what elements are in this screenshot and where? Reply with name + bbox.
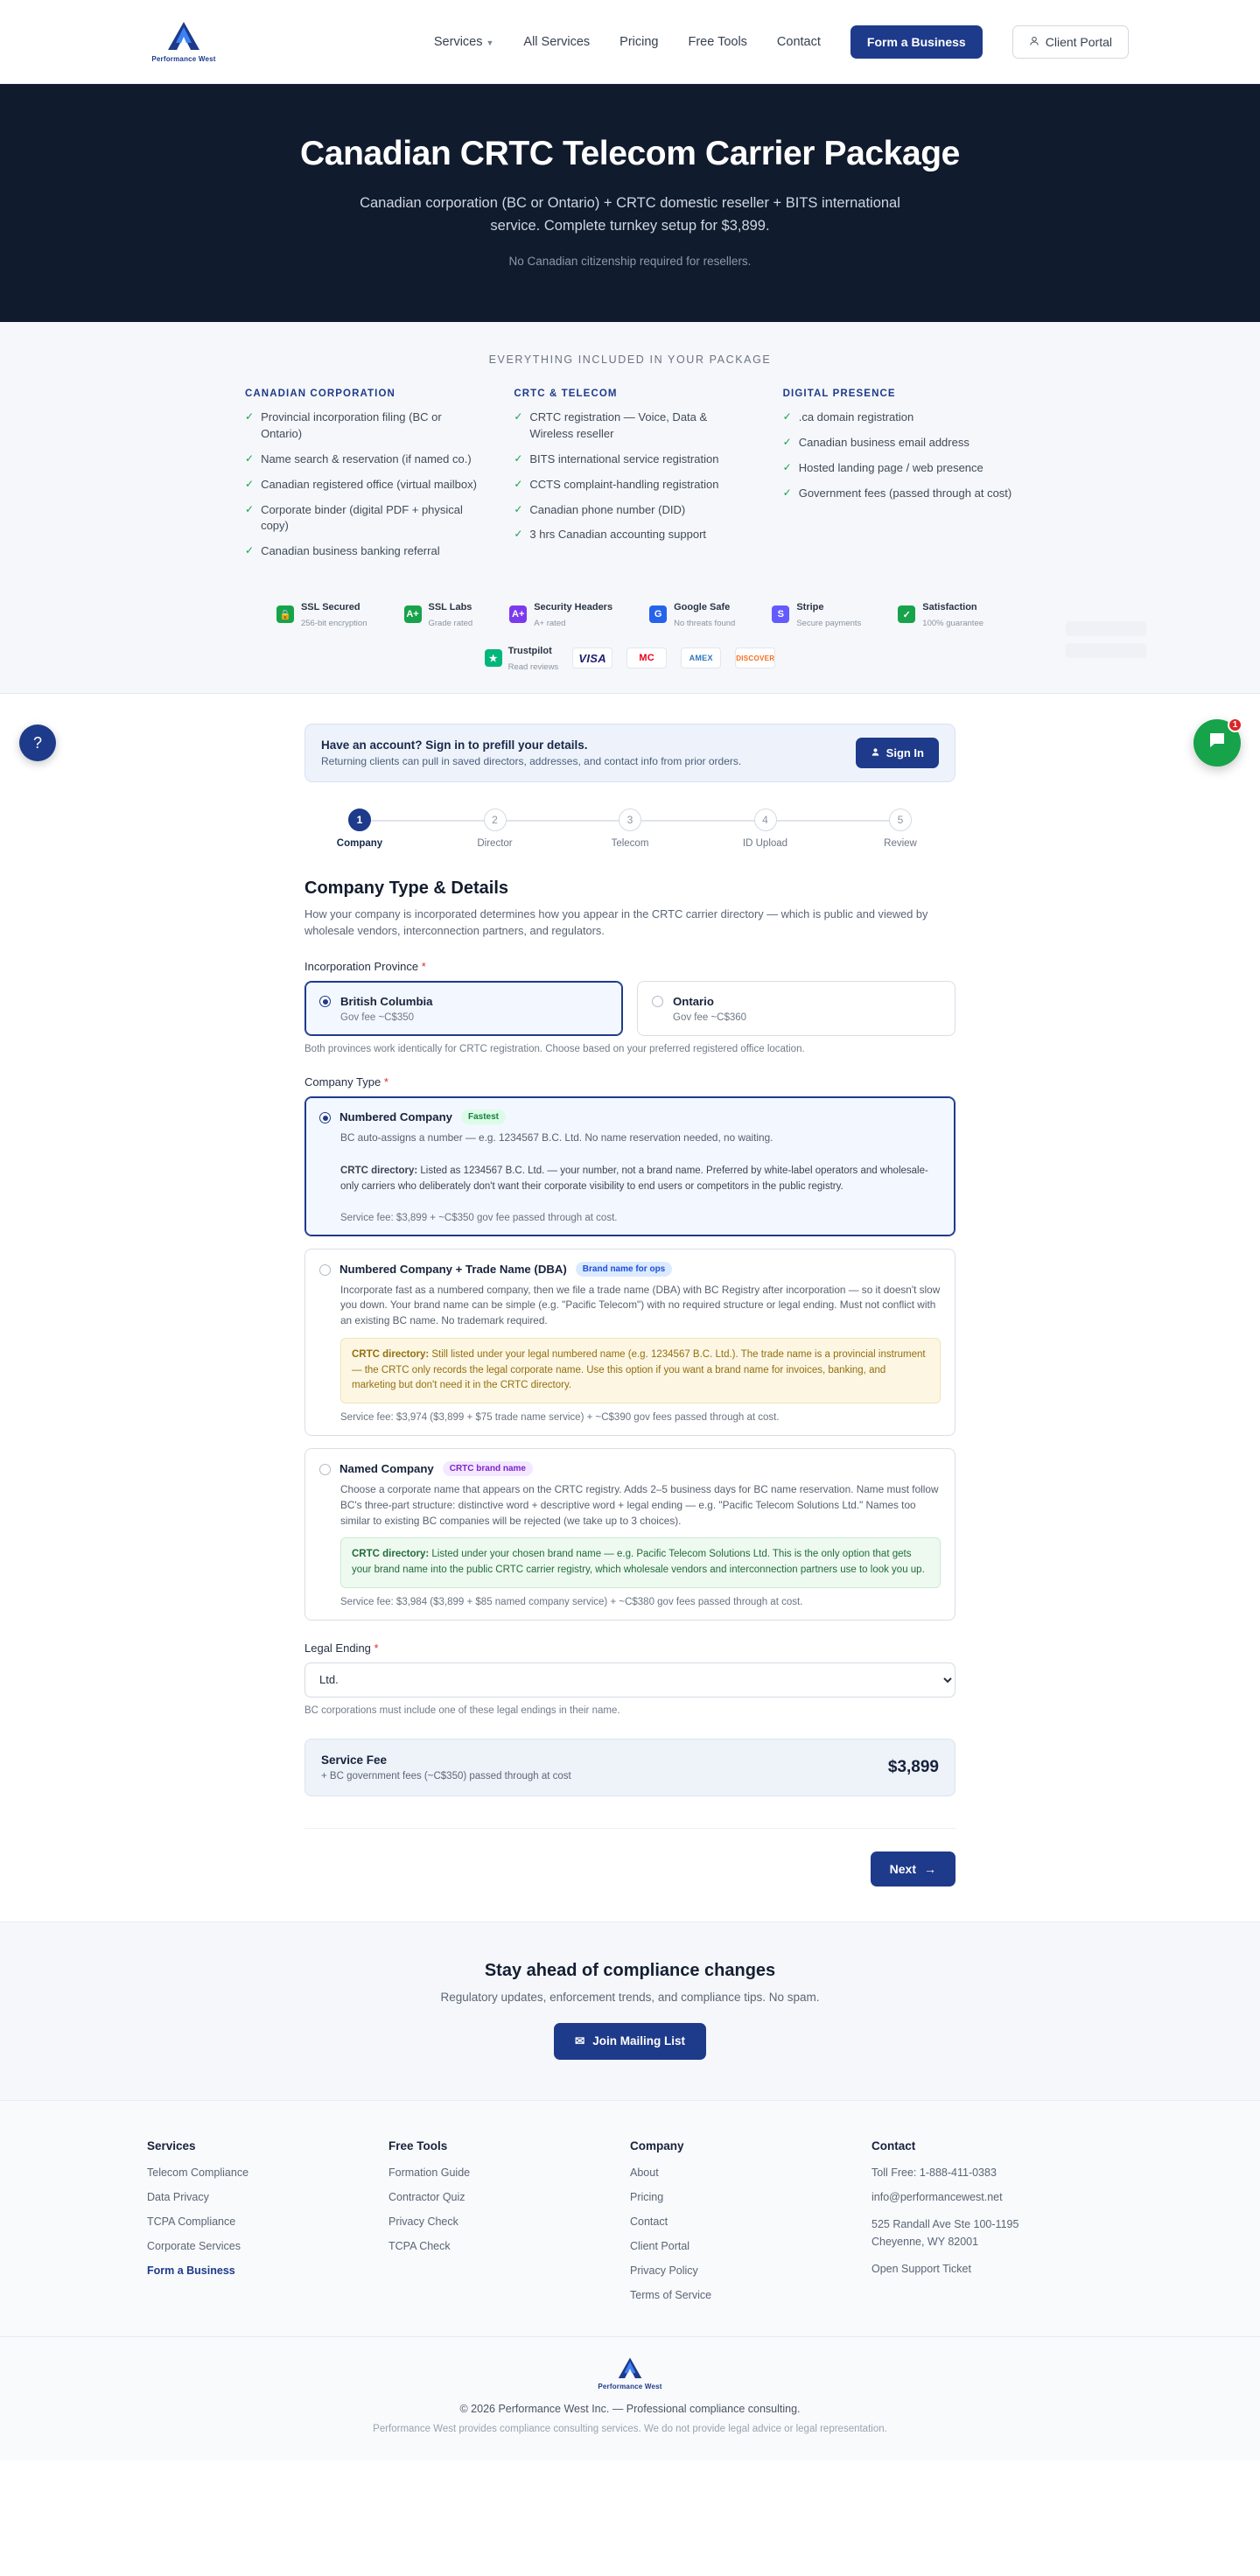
company-type-header xyxy=(319,1461,941,1476)
package-item xyxy=(783,410,1015,426)
check-icon: ✓ xyxy=(514,477,523,490)
top-navigation xyxy=(0,0,1260,84)
crtc-directory-label: CRTC directory: xyxy=(352,1348,430,1360)
mastercard-logo: MC xyxy=(626,648,667,668)
province-fee: Gov fee ~C$350 xyxy=(340,1012,415,1024)
check-icon: ✓ xyxy=(245,502,255,515)
client-portal-label: Client Portal xyxy=(1045,34,1112,49)
package-title: EVERYTHING INCLUDED IN YOUR PACKAGE xyxy=(488,354,772,367)
company-type-field-label xyxy=(304,1075,956,1088)
required-marker: * xyxy=(383,1075,388,1089)
signin-subtitle: Returning clients can pull in saved directors, addresses, and contact info from prior orders. xyxy=(321,755,742,768)
province-name: British Columbia xyxy=(340,995,433,1009)
trust-title: Google Safe xyxy=(674,602,731,613)
crtc-directory-note xyxy=(340,1338,941,1404)
package-item xyxy=(245,410,477,443)
company-type-name: Named Company xyxy=(340,1462,434,1476)
step-number: 4 xyxy=(754,808,777,831)
signin-prompt xyxy=(304,724,956,782)
discover-logo: DISCOVER xyxy=(735,648,775,668)
company-type-body xyxy=(340,1283,941,1424)
trust-subtitle: 100% guarantee xyxy=(922,619,984,629)
footer-bottom xyxy=(0,2336,1260,2434)
check-icon: ✓ xyxy=(782,486,792,499)
company-type-fee: Service fee: $3,984 ($3,899 + $85 named company service) + ~C$380 gov fees passed through at cost. xyxy=(340,1596,803,1607)
footer-column-services xyxy=(147,2139,388,2314)
next-label: Next xyxy=(889,1861,916,1876)
package-item xyxy=(514,477,746,494)
package-item-label: Canadian business banking referral xyxy=(261,544,440,558)
package-item xyxy=(514,452,746,468)
company-type-description: BC auto-assigns a number — e.g. 1234567 B.C. Ltd. No name reservation needed, no waiting. xyxy=(340,1131,774,1144)
package-item-label: Name search & reservation (if named co.) xyxy=(261,452,472,466)
package-item-label: CRTC registration — Voice, Data & Wireless reseller xyxy=(529,410,708,440)
amex-logo: AMEX xyxy=(681,648,721,668)
service-fee-note: + BC government fees (~C$350) passed through at cost xyxy=(321,1770,571,1782)
crtc-directory-text: Listed as 1234567 B.C. Ltd. — your number, not a brand name. Preferred by white-label operators and wholesale-only carriers who deliberately don't want their corporate visibility to end users or competitors in the public registry. xyxy=(340,1166,928,1192)
province-fee: Gov fee ~C$360 xyxy=(673,1012,747,1024)
logo-text: Performance West xyxy=(151,55,216,63)
trust-subtitle: No threats found xyxy=(674,619,736,629)
company-type-description: Choose a corporate name that appears on the CRTC registry. Adds 2–5 business days for BC name reservation. Name must follow BC's three-part structure: distinctive word + descriptive word + legal ending — e.g. "Pacific Telecom Solutions Ltd." Names too similar to existing BC companies will be rejected (we take up to 3 choices). xyxy=(340,1483,939,1527)
check-icon: ✓ xyxy=(245,477,255,490)
form-title: Company Type & Details xyxy=(304,878,509,899)
footer-link-corporate-services[interactable]: Corporate Services xyxy=(147,2239,241,2252)
footer-link-formation-guide[interactable]: Formation Guide xyxy=(388,2166,471,2179)
package-column-corporation xyxy=(245,388,477,569)
service-fee-summary xyxy=(304,1739,956,1796)
trust-title: SSL Secured xyxy=(300,602,360,613)
footer-column-contact xyxy=(872,2139,1113,2314)
check-icon: ✓ xyxy=(782,410,792,424)
nav-item-pricing[interactable]: Pricing xyxy=(620,34,659,49)
province-options xyxy=(304,981,956,1036)
visa-logo: VISA xyxy=(572,648,612,668)
arrow-right-icon: → xyxy=(924,1861,936,1876)
footer-address-line2: Cheyenne, WY 82001 xyxy=(872,2235,979,2248)
background-placeholder-panel xyxy=(1066,621,1146,665)
footer-address-line1: 525 Randall Ave Ste 100-1195 xyxy=(872,2217,1019,2230)
package-item-label: Provincial incorporation filing (BC or Ontario) xyxy=(261,410,442,440)
package-item xyxy=(783,435,1015,452)
footer-link-form-a-business[interactable]: Form a Business xyxy=(147,2264,235,2277)
footer-phone[interactable]: Toll Free: 1-888-411-0383 xyxy=(872,2166,997,2179)
radio-icon[interactable] xyxy=(652,996,663,1007)
nav-links xyxy=(434,25,1129,59)
required-marker: * xyxy=(374,1641,379,1655)
required-marker: * xyxy=(421,960,426,974)
footer-link-privacy-check[interactable]: Privacy Check xyxy=(388,2215,458,2228)
step-director[interactable] xyxy=(447,808,543,849)
progress-steps xyxy=(312,808,948,849)
province-hint: Both provinces work identically for CRTC registration. Choose based on your preferred registered office location. xyxy=(304,1044,805,1055)
trust-badge-satisfaction xyxy=(898,598,984,630)
google-icon: G xyxy=(649,606,667,623)
trust-badge-ssl xyxy=(276,598,368,630)
footer-link-privacy-policy[interactable]: Privacy Policy xyxy=(630,2264,698,2277)
newsletter-subtitle: Regulatory updates, enforcement trends, and compliance tips. No spam. xyxy=(440,1990,820,2004)
chat-button[interactable] xyxy=(1194,719,1241,766)
footer-link-contractor-quiz[interactable]: Contractor Quiz xyxy=(388,2190,466,2203)
page-title: Canadian CRTC Telecom Carrier Package xyxy=(300,135,960,172)
step-review[interactable] xyxy=(852,808,948,849)
step-number: 3 xyxy=(619,808,641,831)
package-item-label: Canadian registered office (virtual mailbox) xyxy=(261,477,477,491)
footer-link-tcpa-compliance[interactable]: TCPA Compliance xyxy=(147,2215,236,2228)
trust-subtitle: A+ rated xyxy=(534,619,566,629)
trust-badge-security-headers xyxy=(509,598,612,630)
footer-link-about[interactable]: About xyxy=(630,2166,659,2179)
step-number: 5 xyxy=(889,808,912,831)
step-number: 2 xyxy=(484,808,507,831)
grade-icon: A+ xyxy=(404,606,422,623)
radio-icon[interactable] xyxy=(319,996,331,1007)
footer-email[interactable]: info@performancewest.net xyxy=(872,2190,1003,2203)
package-item-label: Canadian phone number (DID) xyxy=(529,502,686,516)
package-column-heading: DIGITAL PRESENCE xyxy=(782,388,896,400)
package-item xyxy=(514,410,746,443)
step-company[interactable] xyxy=(312,808,408,849)
company-type-name: Numbered Company + Trade Name (DBA) xyxy=(340,1262,567,1276)
trust-title: Stripe xyxy=(796,602,824,613)
footer-link-data-privacy[interactable]: Data Privacy xyxy=(147,2190,209,2203)
company-type-description: Incorporate fast as a numbered company, then we file a trade name (DBA) with BC Registry after incorporation — so it doesn't slow you down. Your brand name can be simple (e.g. "Pacific Telecom") with no required structure or legal ending. Must not conflict with an existing BC name. No trademark required. xyxy=(340,1283,941,1327)
company-type-numbered[interactable] xyxy=(304,1096,956,1236)
crtc-directory-note xyxy=(340,1155,941,1204)
package-item-label: CCTS complaint-handling registration xyxy=(529,477,719,491)
logo-icon xyxy=(615,2356,645,2381)
crtc-directory-note xyxy=(340,1537,941,1588)
company-type-header xyxy=(319,1262,941,1277)
radio-icon[interactable] xyxy=(319,1112,331,1124)
trust-badge-stripe xyxy=(772,598,861,630)
step-label: Director xyxy=(477,838,513,850)
legal-ending-field-label xyxy=(304,1642,956,1655)
company-type-named[interactable] xyxy=(304,1448,956,1620)
sign-in-label: Sign In xyxy=(886,746,924,760)
company-type-badge: Brand name for ops xyxy=(576,1262,672,1277)
form-description: How your company is incorporated determines how you appear in the CRTC carrier directory — which is public and viewed by wholesale vendors, interconnection partners, and regulators. xyxy=(304,907,928,938)
package-column-heading: CANADIAN CORPORATION xyxy=(245,388,396,400)
join-mailing-list-button[interactable] xyxy=(554,2023,706,2060)
package-item-label: BITS international service registration xyxy=(529,452,719,466)
trust-subtitle: Grade rated xyxy=(428,619,473,629)
footer-column-company xyxy=(630,2139,872,2314)
service-fee-amount: $3,899 xyxy=(887,1757,939,1776)
package-item xyxy=(245,502,477,536)
logo-icon xyxy=(164,20,203,53)
package-item xyxy=(514,502,746,519)
nav-item-contact[interactable]: Contact xyxy=(776,34,821,49)
footer-heading: Free Tools xyxy=(388,2138,448,2152)
legal-ending-label-text: Legal Ending xyxy=(304,1641,371,1655)
province-label-text: Incorporation Province xyxy=(304,960,419,974)
radio-icon[interactable] xyxy=(319,1464,331,1475)
radio-icon[interactable] xyxy=(319,1264,331,1276)
package-item xyxy=(783,460,1015,477)
province-option-ontario[interactable] xyxy=(637,981,956,1036)
footer-link-pricing[interactable]: Pricing xyxy=(630,2190,664,2203)
package-item xyxy=(783,486,1015,502)
package-columns xyxy=(0,388,1260,569)
check-icon: ✓ xyxy=(245,544,255,557)
next-button[interactable] xyxy=(871,1852,956,1886)
user-icon xyxy=(871,746,880,760)
company-type-name: Numbered Company xyxy=(340,1110,452,1124)
company-type-body xyxy=(340,1130,941,1222)
crtc-directory-label: CRTC directory: xyxy=(340,1166,418,1177)
legal-ending-hint: BC corporations must include one of these legal endings in their name. xyxy=(304,1704,620,1716)
question-mark-icon: ? xyxy=(32,733,42,752)
envelope-icon: ✉ xyxy=(574,2034,585,2048)
user-icon xyxy=(1029,35,1040,49)
province-field-label xyxy=(304,960,956,973)
package-item-label: Corporate binder (digital PDF + physical copy) xyxy=(261,502,463,533)
signin-title: Have an account? Sign in to prefill your details. xyxy=(321,738,588,752)
crtc-directory-text: Still listed under your legal numbered name (e.g. 1234567 B.C. Ltd.). The trade name is a provincial instrument — the CRTC only records the legal corporate name. Use this option if you want a brand name for invoices, banking, and marketing but don't need it in the CRTC directory. xyxy=(352,1348,926,1391)
step-label: Telecom xyxy=(611,838,649,850)
package-item-label: Government fees (passed through at cost) xyxy=(798,486,1012,500)
hero-note: No Canadian citizenship required for resellers. xyxy=(508,255,752,269)
hero-subtitle: Canadian corporation (BC or Ontario) + CRTC domestic reseller + BITS international service. Complete turnkey setup for $3,899. xyxy=(360,195,900,234)
check-icon: ✓ xyxy=(514,452,523,465)
footer-heading: Company xyxy=(630,2138,684,2152)
footer-logo-text: Performance West xyxy=(598,2382,662,2390)
footer-link-telecom-compliance[interactable]: Telecom Compliance xyxy=(147,2166,249,2179)
check-badge-icon: ✓ xyxy=(898,606,915,623)
step-telecom[interactable] xyxy=(582,808,678,849)
trust-title: SSL Labs xyxy=(428,602,472,613)
package-item xyxy=(245,452,477,468)
footer-copyright: © 2026 Performance West Inc. — Professional compliance consulting. xyxy=(459,2402,801,2415)
trust-badge-google-safe xyxy=(649,598,735,630)
package-column-digital xyxy=(783,388,1015,569)
star-icon: ★ xyxy=(485,649,502,667)
package-item xyxy=(514,527,746,543)
nav-item-all-services[interactable]: All Services xyxy=(523,34,591,49)
trust-badge-ssl-labs xyxy=(404,598,473,630)
newsletter-section xyxy=(0,1922,1260,2100)
trustpilot-subtitle: Read reviews xyxy=(508,662,559,673)
placeholder-row xyxy=(1066,643,1146,658)
trustpilot-title: Trustpilot xyxy=(508,646,552,657)
company-type-badge: CRTC brand name xyxy=(443,1461,533,1476)
chevron-down-icon: ▼ xyxy=(486,38,494,47)
grade-icon: A+ xyxy=(509,606,527,623)
footer-address xyxy=(872,2216,1113,2250)
package-item-label: Hosted landing page / web presence xyxy=(798,460,984,474)
footer-logo xyxy=(147,2356,1113,2390)
hero-section xyxy=(0,84,1260,322)
package-item-label: .ca domain registration xyxy=(798,410,914,424)
chat-bubble-icon xyxy=(1207,730,1228,756)
package-column-telecom xyxy=(514,388,746,569)
crtc-directory-label: CRTC directory: xyxy=(352,1549,430,1560)
form-actions xyxy=(304,1828,956,1886)
nav-item-free-tools[interactable]: Free Tools xyxy=(688,34,747,49)
company-type-fee: Service fee: $3,899 + ~C$350 gov fee passed through at cost. xyxy=(340,1212,618,1223)
trust-title: Security Headers xyxy=(534,602,613,613)
footer-link-open-support-ticket[interactable]: Open Support Ticket xyxy=(872,2262,971,2275)
footer-link-client-portal[interactable]: Client Portal xyxy=(630,2239,690,2252)
crtc-directory-text: Listed under your chosen brand name — e.g. Pacific Telecom Solutions Ltd. This is the only option that gets your brand name into the public CRTC carrier registry, which wholesale vendors and interconnection partners use to look you up. xyxy=(352,1549,925,1576)
company-type-header xyxy=(319,1110,941,1124)
footer-link-contact[interactable]: Contact xyxy=(630,2215,668,2228)
footer-disclaimer: Performance West provides compliance consulting services. We do not provide legal advice or legal representation. xyxy=(373,2423,887,2434)
company-type-label-text: Company Type xyxy=(304,1075,382,1089)
trust-title: Satisfaction xyxy=(922,602,977,613)
package-column-heading: CRTC & TELECOM xyxy=(514,388,618,400)
step-label: ID Upload xyxy=(742,838,788,850)
legal-ending-select[interactable] xyxy=(304,1662,956,1698)
client-portal-button[interactable] xyxy=(1012,25,1129,59)
check-icon: ✓ xyxy=(782,460,792,473)
package-item xyxy=(245,543,477,560)
check-icon: ✓ xyxy=(514,528,523,541)
stripe-icon: S xyxy=(772,606,789,623)
check-icon: ✓ xyxy=(782,435,792,448)
site-footer xyxy=(0,2100,1260,2460)
footer-heading: Services xyxy=(147,2138,196,2152)
check-icon: ✓ xyxy=(514,502,523,515)
package-item xyxy=(245,477,477,494)
company-type-body xyxy=(340,1482,941,1607)
trustpilot-badge[interactable] xyxy=(485,642,559,674)
trust-subtitle: Secure payments xyxy=(796,619,862,629)
check-icon: ✓ xyxy=(245,452,255,465)
footer-heading: Contact xyxy=(872,2138,916,2152)
trust-subtitle: 256-bit encryption xyxy=(300,619,368,629)
footer-link-tcpa-check[interactable]: TCPA Check xyxy=(388,2239,451,2252)
form-a-business-button[interactable]: Form a Business xyxy=(850,25,983,59)
footer-link-terms-of-service[interactable]: Terms of Service xyxy=(630,2288,712,2301)
newsletter-title: Stay ahead of compliance changes xyxy=(484,1960,776,1980)
company-type-numbered-dba[interactable] xyxy=(304,1249,956,1437)
nav-label: Services xyxy=(433,34,483,49)
company-type-fee: Service fee: $3,974 ($3,899 + $75 trade name service) + ~C$390 gov fees passed through at cost. xyxy=(340,1412,780,1424)
sign-in-button[interactable] xyxy=(856,738,939,768)
province-name: Ontario xyxy=(673,995,714,1009)
step-label: Review xyxy=(884,838,917,850)
package-item-label: 3 hrs Canadian accounting support xyxy=(529,528,707,542)
package-item-label: Canadian business email address xyxy=(798,435,970,449)
province-option-bc[interactable] xyxy=(304,981,623,1036)
service-fee-title: Service Fee xyxy=(321,1753,388,1767)
step-label: Company xyxy=(336,838,383,850)
check-icon: ✓ xyxy=(514,410,523,424)
package-section xyxy=(0,322,1260,593)
chat-unread-badge: 1 xyxy=(1228,718,1242,732)
help-button[interactable] xyxy=(19,724,56,761)
form-section xyxy=(0,694,1260,1922)
check-icon: ✓ xyxy=(245,410,255,424)
nav-item-services[interactable] xyxy=(434,35,494,49)
company-type-badge: Fastest xyxy=(461,1110,506,1124)
join-mailing-list-label: Join Mailing List xyxy=(592,2034,686,2048)
step-id-upload[interactable] xyxy=(718,808,814,849)
lock-icon: 🔒 xyxy=(276,606,294,623)
footer-column-free-tools xyxy=(388,2139,630,2314)
placeholder-row xyxy=(1066,621,1146,636)
site-logo[interactable] xyxy=(131,20,236,63)
footer-columns xyxy=(0,2139,1260,2314)
step-number: 1 xyxy=(348,808,371,831)
